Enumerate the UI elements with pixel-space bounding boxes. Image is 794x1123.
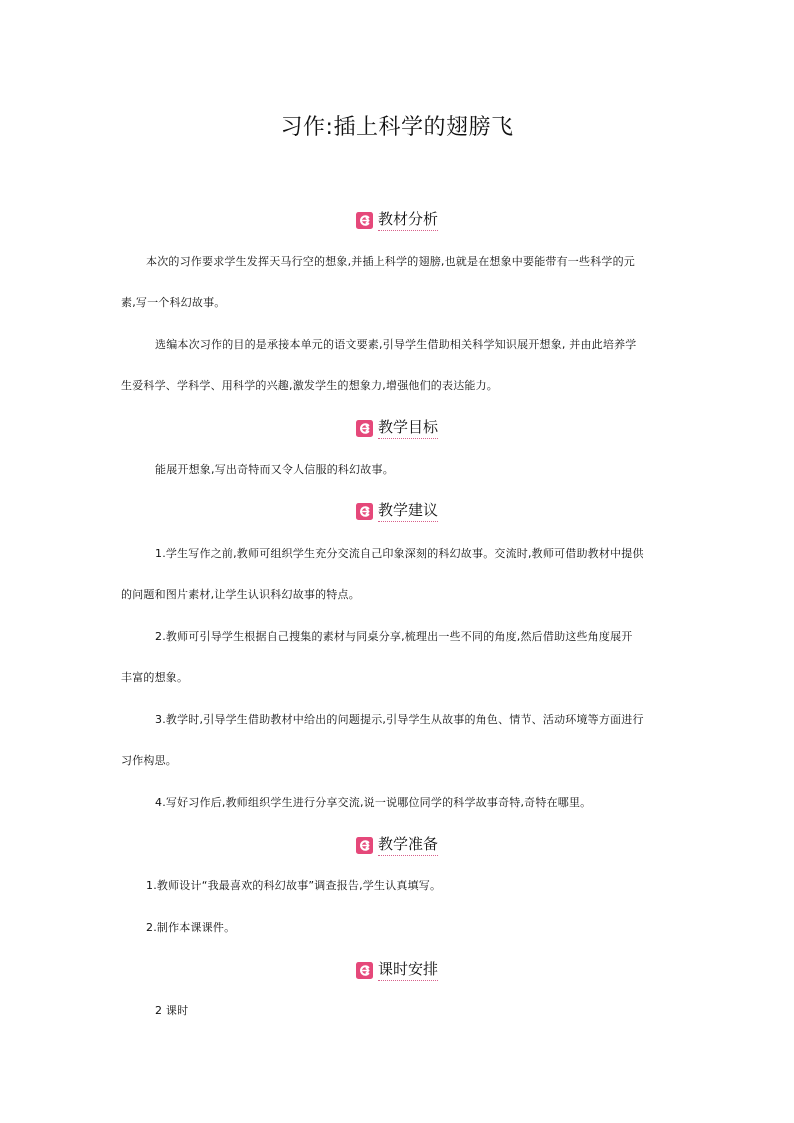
- section-heading-suggestions: [0, 500, 794, 522]
- chat-arrow-icon: [356, 212, 373, 229]
- section-heading-schedule: [0, 959, 794, 981]
- paragraph-line: 生爱科学、学科学、用科学的兴趣,激发学生的想象力,增强他们的表达能力。: [121, 379, 498, 392]
- chat-arrow-icon: [356, 503, 373, 520]
- paragraph-line: 1.学生写作之前,教师可组织学生充分交流自己印象深刻的科幻故事。交流时,教师可借助教材中提供: [155, 547, 644, 560]
- paragraph-line: 2.教师可引导学生根据自己搜集的素材与同桌分享,梳理出一些不同的角度,然后借助这些角度展开: [155, 630, 633, 643]
- paragraph-line: 的问题和图片素材,让学生认识科幻故事的特点。: [121, 588, 360, 601]
- section-title: 教学准备: [378, 834, 438, 856]
- paragraph-line: 本次的习作要求学生发挥天马行空的想象,并插上科学的翅膀,也就是在想象中要能带有一些科学的元: [146, 255, 635, 268]
- paragraph-line: 习作构思。: [121, 754, 177, 767]
- section-title: 教材分析: [378, 209, 438, 231]
- chat-arrow-icon: [356, 962, 373, 979]
- paragraph-line: 1.教师设计“我最喜欢的科幻故事”调查报告,学生认真填写。: [146, 879, 442, 892]
- paragraph-line: 能展开想象,写出奇特而又令人信服的科幻故事。: [155, 463, 394, 476]
- paragraph-line: 2.制作本课课件。: [146, 921, 236, 934]
- section-title: 教学目标: [378, 417, 438, 439]
- paragraph-line: 丰富的想象。: [121, 671, 189, 684]
- section-heading-goals: [0, 417, 794, 439]
- chat-arrow-icon: [356, 420, 373, 437]
- section-title: 课时安排: [378, 959, 438, 981]
- section-heading-analysis: [0, 209, 794, 231]
- paragraph-line: 素,写一个科幻故事。: [121, 296, 226, 309]
- chat-arrow-icon: [356, 837, 373, 854]
- paragraph-line: 4.写好习作后,教师组织学生进行分享交流,说一说哪位同学的科学故事奇特,奇特在哪里。: [155, 796, 592, 809]
- page-title: 习作:插上科学的翅膀飞: [280, 115, 514, 140]
- paragraph-line: 3.教学时,引导学生借助教材中给出的问题提示,引导学生从故事的角色、情节、活动环境等方面进行: [155, 713, 644, 726]
- paragraph-line: 选编本次习作的目的是承接本单元的语文要素,引导学生借助相关科学知识展开想象, 并由此培养学: [155, 338, 637, 351]
- paragraph-line: 2 课时: [155, 1004, 189, 1017]
- section-heading-preparation: [0, 834, 794, 856]
- section-title: 教学建议: [378, 500, 438, 522]
